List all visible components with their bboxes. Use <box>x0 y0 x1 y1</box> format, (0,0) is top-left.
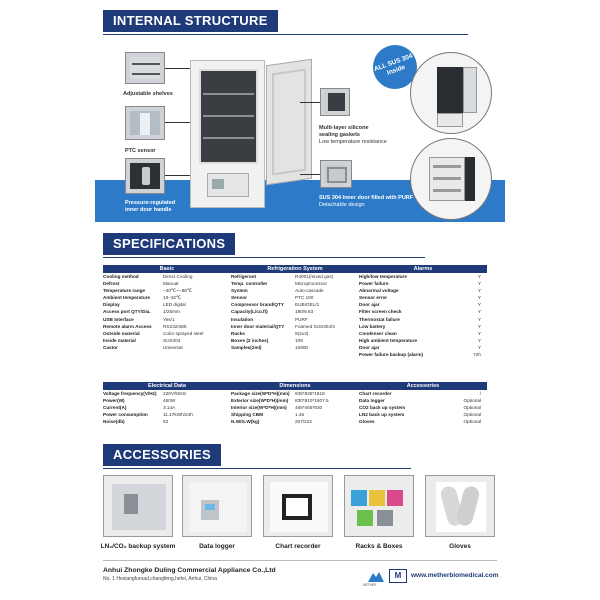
table-cell-key: Current(A) <box>103 405 127 411</box>
accessories-heading: ACCESSORIES <box>103 444 221 466</box>
table-cell-key: Capacity(L/cu.ft) <box>231 309 268 315</box>
table-cell-key: Defrost <box>103 281 120 287</box>
table-cell-value: 180/6.63 <box>295 309 314 315</box>
table-cell-value: 830*810*1607.5 <box>295 398 329 404</box>
racks-boxes-image <box>344 475 414 537</box>
open-freezer-circle-image <box>410 52 492 134</box>
table-cell-key: Filter screen check <box>359 309 402 315</box>
table-cell-value: 52 <box>163 419 169 425</box>
table-cell-value: 207/222 <box>295 419 312 425</box>
table-row <box>359 323 487 330</box>
sus304-badge: ALL SUS 304 Inside <box>367 39 423 95</box>
table-cell-key: Chart recorder <box>359 391 392 396</box>
shelves-thumbnail <box>125 52 165 84</box>
footer-divider <box>103 560 497 561</box>
table-cell-value: Yes/1 <box>163 316 175 322</box>
data-logger-image <box>182 475 252 537</box>
accessory-label: LN₂/CO₂ backup system <box>100 543 176 550</box>
table-row <box>359 287 487 294</box>
table-row <box>231 316 359 323</box>
refrigeration-table <box>231 265 359 351</box>
table-row <box>103 404 231 411</box>
table-cell-value: SUS304 <box>163 337 181 343</box>
table-cell-key: High ambient temperature <box>359 337 418 343</box>
table-row <box>103 280 231 287</box>
table-cell-key: Outside material <box>103 330 140 336</box>
table-header: Accessories <box>359 382 487 390</box>
table-row <box>103 316 231 323</box>
table-row <box>359 411 487 418</box>
alarms-table <box>359 265 487 358</box>
table-cell-value: Y <box>477 309 481 315</box>
table-cell-value: 220V/50Hz <box>163 391 187 396</box>
table-row <box>359 330 487 337</box>
table-cell-value: Y <box>477 295 481 301</box>
table-row <box>103 301 231 308</box>
table-row <box>359 404 487 411</box>
table-cell-value: 1/25mm <box>163 309 180 315</box>
table-cell-value: Optional <box>463 412 481 418</box>
table-cell-key: Inner door material/QTY <box>231 323 285 329</box>
table-cell-key: Refrigerant <box>231 274 257 279</box>
table-cell-value: Y <box>477 288 481 294</box>
table-cell-value: Y <box>477 323 481 329</box>
table-cell-value: 1.46 <box>295 412 305 418</box>
ptc-caption: PTC sensor <box>125 148 156 154</box>
table-cell-key: Gloves <box>359 419 375 425</box>
leader-line <box>300 174 320 175</box>
table-row <box>359 308 487 315</box>
table-header: Alarms <box>359 265 487 273</box>
table-row <box>231 337 359 344</box>
table-row <box>231 418 359 425</box>
table-header: Dimensions <box>231 382 359 390</box>
electrical-table <box>103 382 231 425</box>
table-cell-value: 935*828*1818 <box>295 391 325 396</box>
table-row <box>231 390 359 397</box>
table-cell-key: Data logger <box>359 398 385 404</box>
table-header: Electrical Data <box>103 382 231 390</box>
table-cell-key: CO2 back up system <box>359 405 406 411</box>
gasket-caption: Multi-layer silicone sealing gaskets Low temperature resistance <box>319 125 387 145</box>
table-cell-value: Direct Cooling <box>163 274 193 279</box>
table-row <box>359 337 487 344</box>
inner-door-thumbnail <box>320 160 352 188</box>
table-cell-key: Condenser clean <box>359 330 397 336</box>
table-cell-value: 465*465*830 <box>295 405 323 411</box>
table-cell-key: Racks <box>231 330 245 336</box>
table-row <box>103 287 231 294</box>
table-cell-key: Temperature range <box>103 288 146 294</box>
table-cell-key: Samples(2ml) <box>231 344 262 350</box>
table-row <box>359 280 487 287</box>
table-row <box>359 351 487 358</box>
table-row <box>103 344 231 351</box>
table-cell-value: PTC 100 <box>295 295 314 301</box>
table-row <box>359 397 487 404</box>
gasket-thumbnail <box>320 88 350 116</box>
table-row <box>103 323 231 330</box>
table-cell-key: Door ajar <box>359 302 380 308</box>
table-cell-value: Universal <box>163 344 183 350</box>
table-cell-value: Y <box>477 302 481 308</box>
table-cell-key: Noise(db) <box>103 419 125 425</box>
table-cell-key: Exterior size(W*D*H)(mm) <box>231 398 289 404</box>
table-row <box>231 287 359 294</box>
table-row <box>231 301 359 308</box>
table-cell-value: 10800 <box>295 344 309 350</box>
table-row <box>231 273 359 280</box>
door-handle-thumbnail <box>125 158 165 194</box>
table-cell-value: Auto-cascade <box>295 288 324 294</box>
table-row <box>103 294 231 301</box>
table-row <box>231 411 359 418</box>
table-cell-value: Y <box>477 337 481 343</box>
table-cell-key: High/low temperature <box>359 274 407 279</box>
table-cell-value: −40℃~−86℃ <box>163 288 193 294</box>
drawers-circle-image <box>410 138 492 220</box>
table-cell-value: Color sprayed steel <box>163 330 204 336</box>
table-row <box>103 308 231 315</box>
table-cell-value: Manual <box>163 281 179 287</box>
leader-line <box>165 68 191 69</box>
table-cell-key: Ambient temperature <box>103 295 151 301</box>
table-cell-key: LN2 back up system <box>359 412 405 418</box>
table-cell-key: Insulation <box>231 316 254 322</box>
table-header: Basic <box>103 265 231 273</box>
table-cell-value: 11.17kWh/24h <box>163 412 193 418</box>
table-row <box>231 344 359 351</box>
table-row <box>103 390 231 397</box>
gloves-image <box>425 475 495 537</box>
leader-line <box>300 102 320 103</box>
table-row <box>231 308 359 315</box>
table-row <box>231 294 359 301</box>
table-cell-value: RS232/485 <box>163 323 187 329</box>
table-cell-value: Y <box>477 281 481 287</box>
table-cell-value: 9(4x3) <box>295 330 309 336</box>
company-name: Anhui Zhongke Duling Commercial Appliance Co.,Ltd <box>103 567 276 574</box>
table-cell-key: Sensor error <box>359 295 388 301</box>
table-cell-value: Microprocessor <box>295 281 328 287</box>
accessories-table <box>359 382 487 425</box>
basic-table <box>103 265 231 351</box>
table-row <box>103 337 231 344</box>
table-cell-key: Display <box>103 302 120 308</box>
table-cell-value: Optional <box>463 405 481 411</box>
table-cell-value: R4001(mixed gas) <box>295 274 334 279</box>
table-row <box>231 323 359 330</box>
table-row <box>231 330 359 337</box>
table-cell-key: Shipping CBM <box>231 412 264 418</box>
freezer-illustration <box>190 60 315 210</box>
table-cell-key: Voltage frequency(V/Hz) <box>103 391 157 396</box>
datasheet-page <box>95 0 505 600</box>
table-cell-key: Power failure backup (alarm) <box>359 352 424 358</box>
table-cell-key: Abnormal voltage <box>359 288 399 294</box>
table-cell-value: EUBIGEL/1 <box>295 302 320 308</box>
table-cell-key: Boxes (2 inches) <box>231 337 269 343</box>
table-row <box>359 294 487 301</box>
table-cell-value: Y <box>477 316 481 322</box>
table-cell-value: Optional <box>463 419 481 425</box>
table-row <box>103 330 231 337</box>
brand-mark-icon: M <box>389 569 407 583</box>
table-cell-key: Sensor <box>231 295 247 301</box>
accessory-label: Gloves <box>449 543 471 550</box>
table-cell-key: Castor <box>103 344 118 350</box>
table-cell-value: 460W <box>163 398 176 404</box>
table-row <box>359 316 487 323</box>
table-cell-value: Y <box>477 274 481 279</box>
table-cell-key: USB Interface <box>103 316 134 322</box>
mether-logo-icon <box>367 569 385 583</box>
company-address: No. 1 Hexiangfuroad,changfeng,hefei, Anhui, China <box>103 576 217 582</box>
table-cell-key: Power failure <box>359 281 389 287</box>
table-cell-key: Inside material <box>103 337 136 343</box>
table-header: Refrigeration System <box>231 265 359 273</box>
accessory-label: Chart recorder <box>275 543 321 550</box>
handle-caption: Pressure-regulated inner door handle <box>125 200 176 213</box>
table-cell-value: Foamed SUS304/3 <box>295 323 335 329</box>
table-cell-value: / <box>479 391 481 396</box>
table-cell-key: Power consumption <box>103 412 148 418</box>
table-cell-key: System <box>231 288 248 294</box>
table-cell-value: 108 <box>295 337 303 343</box>
website-link[interactable]: www.metherbiomedical.com <box>411 572 499 579</box>
accessory-label: Racks & Boxes <box>355 543 403 550</box>
table-row <box>359 273 487 280</box>
logo-text: METHER <box>363 583 377 587</box>
table-cell-value: 3.14A <box>163 405 176 411</box>
inner-door-caption: SUS 304 Inner door filled with PURF Detachable design <box>319 195 414 208</box>
shelves-caption: Adjustable shelves <box>123 91 173 97</box>
table-cell-key: Thermostat failure <box>359 316 400 322</box>
table-row <box>359 301 487 308</box>
table-cell-key: Door ajar <box>359 344 380 350</box>
table-cell-value: 72h <box>473 352 481 358</box>
table-cell-value: PURF <box>295 316 308 322</box>
table-cell-key: Package size(W*D*H)(mm) <box>231 391 290 396</box>
table-row <box>359 390 487 397</box>
table-row <box>103 411 231 418</box>
table-cell-key: Cooling method <box>103 274 139 279</box>
dimensions-table <box>231 382 359 425</box>
table-cell-value: Y <box>477 344 481 350</box>
table-cell-key: Low battery <box>359 323 386 329</box>
table-cell-key: Remote alarm Access <box>103 323 152 329</box>
table-cell-key: Power(W) <box>103 398 125 404</box>
table-row <box>359 418 487 425</box>
table-row <box>231 280 359 287</box>
table-row <box>103 418 231 425</box>
accessory-label: Data logger <box>199 543 235 550</box>
internal-structure-heading: INTERNAL STRUCTURE <box>103 10 278 32</box>
table-cell-value: Y <box>477 330 481 336</box>
table-row <box>231 404 359 411</box>
ln2-co2-backup-image <box>103 475 173 537</box>
table-cell-value: Optional <box>463 398 481 404</box>
table-row <box>103 273 231 280</box>
table-cell-key: N.W/G.W(kg) <box>231 419 260 425</box>
specifications-heading: SPECIFICATIONS <box>103 233 235 255</box>
table-cell-key: Interior size(W*D*H)(mm) <box>231 405 287 411</box>
table-row <box>231 397 359 404</box>
table-cell-value: 10–32℃ <box>163 295 182 301</box>
table-row <box>359 344 487 351</box>
chart-recorder-image <box>263 475 333 537</box>
leader-line <box>165 122 191 123</box>
table-cell-key: Temp. controller <box>231 281 268 287</box>
ptc-sensor-thumbnail <box>125 106 165 140</box>
table-cell-key: Compressor brand/QTY <box>231 302 284 308</box>
table-cell-key: Access port QTY/Dia. <box>103 309 151 315</box>
table-row <box>103 397 231 404</box>
table-cell-value: LED digital <box>163 302 186 308</box>
